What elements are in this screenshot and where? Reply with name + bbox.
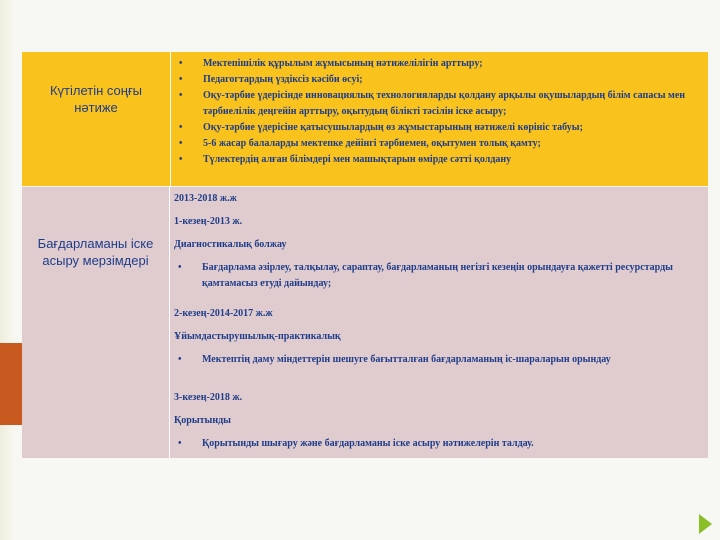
list-item: • 5-6 жасар балаларды мектепке дейінгі тәрбиемен, оқытумен толық қамту; xyxy=(175,136,702,152)
expected-results-list xyxy=(175,56,702,168)
list-item: • Мектепішілік құрылым жұмысының нәтижелілігін арттыру; xyxy=(175,56,702,72)
left-decor-stripe xyxy=(0,0,14,540)
list-item: • Оқу-тәрбие үдерісіне қатысушылардың өз жұмыстарының нәтижелі көрініс табуы; xyxy=(175,120,702,136)
list-item: • Педагогтардың үздіксіз кәсіби өсуі; xyxy=(175,72,702,88)
stage1-list xyxy=(174,260,702,292)
stage3-list xyxy=(174,436,702,452)
stage2-subtitle: Ұйымдастырушылық-практикалық xyxy=(174,331,341,342)
left-accent-bar xyxy=(0,343,22,425)
stage1-subtitle: Диагностикалық болжау xyxy=(174,239,287,250)
stage2-title: 2-кезең-2014-2017 ж.ж xyxy=(174,308,273,319)
list-item: • Мектептің даму міндеттерін шешуге бағытталған бағдарламаның іс-шараларын орындау xyxy=(174,352,702,368)
list-item: • Оқу-тәрбие үдерісінде инновациялық технологияларды қолдану арқылы оқушылардың білім сапасы мен тәрбиелілік деңгейін арттыру, оқытудың біліктi тәсілін іске асыру; xyxy=(175,88,702,120)
stage3-subtitle: Қорытынды xyxy=(174,415,231,426)
list-item: • Түлектердің алған білімдері мен машықтарын өмірде сәтті қолдану xyxy=(175,152,702,168)
list-item: • Қорытынды шығару және бағдарламаны іске асыру нәтижелерін талдау. xyxy=(174,436,702,452)
period-text: 2013-2018 ж.ж xyxy=(174,193,237,204)
stage1-title: 1-кезең-2013 ж. xyxy=(174,216,243,227)
expected-results-row xyxy=(22,52,708,186)
implementation-terms-cell xyxy=(170,187,708,458)
expected-results-label: Күтілетін соңғы нәтиже xyxy=(49,83,143,115)
implementation-terms-label: Бағдарламаны іске асыру мерзімдері xyxy=(22,187,170,458)
expected-results-list-cell xyxy=(171,52,708,186)
implementation-terms-row xyxy=(22,187,708,458)
triangle-right-icon[interactable] xyxy=(699,514,712,534)
stage2-list xyxy=(174,352,702,368)
list-item: • Бағдарлама әзірлеу, талқылау, сараптау, бағдарламаның негізгі кезеңін орындауға қажетті ресурстарды қамтамасыз етуді дайындау; xyxy=(174,260,702,292)
stage3-title: 3-кезең-2018 ж. xyxy=(174,392,243,403)
program-table xyxy=(22,52,708,458)
